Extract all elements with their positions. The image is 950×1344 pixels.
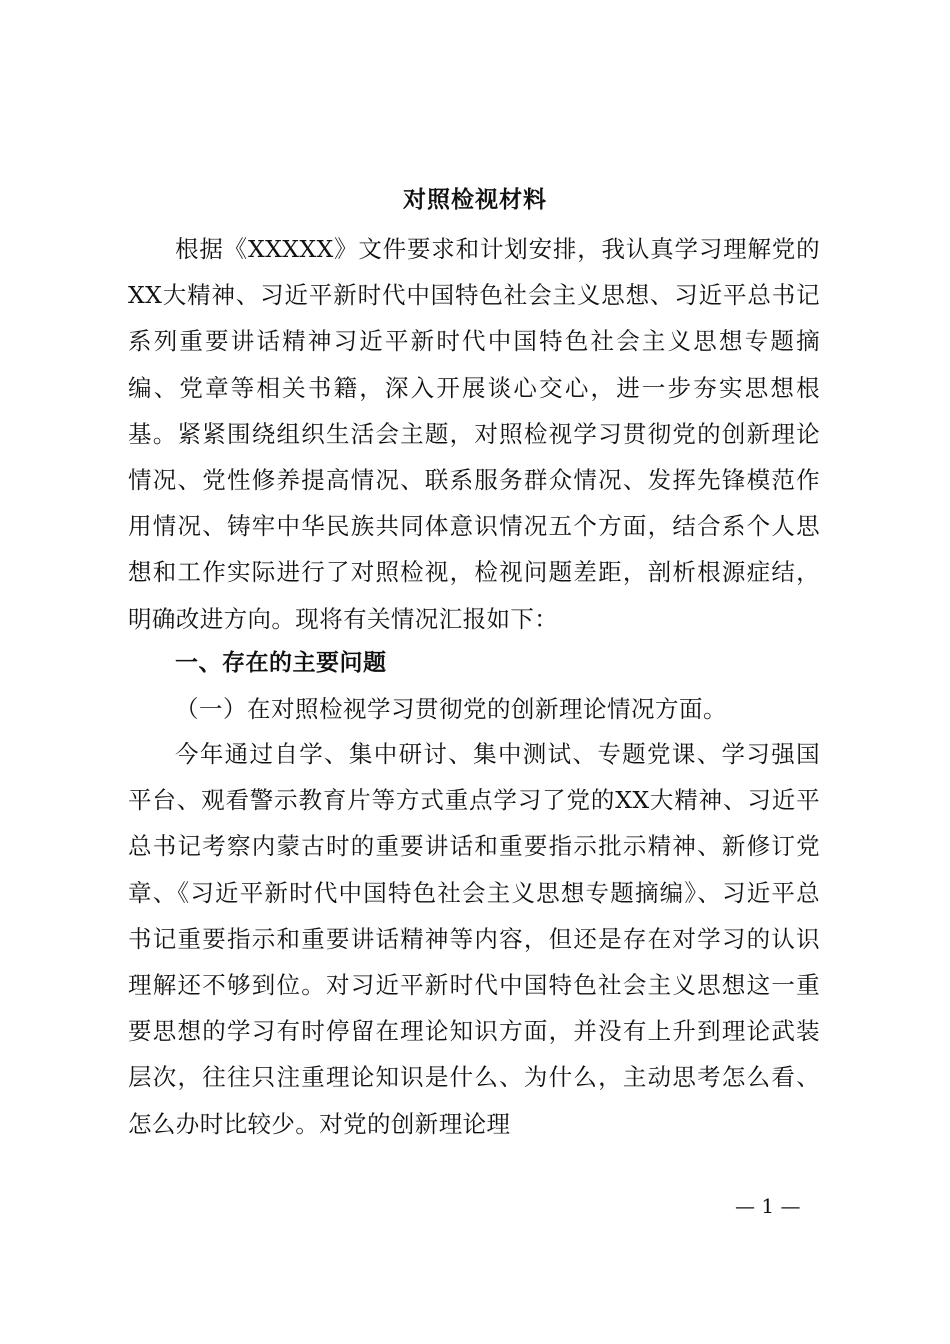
subsection-heading: （一）在对照检视学习贯彻党的创新理论情况方面。: [175, 695, 727, 723]
intro-paragraph: 根据《XXXXX》文件要求和计划安排，我认真学习理解党的XX大精神、习近平新时代中国特色社会主义思想、习近平总书记系列重要讲话精神习近平新时代中国特色社会主义思想专题摘编、党章等相关书籍，深入开展谈心交心，进一步夯实思想根基。紧紧围绕组织生活会主题，对照检视学习贯彻党的创新理论情况、党性修养提高情况、联系服务群众情况、发挥先锋模范作用情况、铸牢中华民族共同体意识情况五个方面，结合系个人思想和工作实际进行了对照检视，检视问题差距，剖析根源症结，明确改进方向。现将有关情况汇报如下：: [128, 235, 820, 633]
document-title: 对照检视材料: [403, 186, 547, 213]
body-paragraph: 今年通过自学、集中研讨、集中测试、专题党课、学习强国平台、观看警示教育片等方式重点学习了党的XX大精神、习近平总书记考察内蒙古时的重要讲话和重要指示批示精神、新修订党章、《习近平新时代中国特色社会主义思想专题摘编》、习近平总书记重要指示和重要讲话精神等内容，但还是存在对学习的认识理解还不够到位。对习近平新时代中国特色社会主义思想这一重要思想的学习有时停留在理论知识方面，并没有上升到理论武装层次，往往只注重理论知识是什么、为什么，主动思考怎么看、怎么办时比较少。对党的创新理论理: [128, 740, 820, 1138]
page-number: — 1 —: [735, 1194, 801, 1218]
section-heading: 一、存在的主要问题: [175, 650, 387, 676]
